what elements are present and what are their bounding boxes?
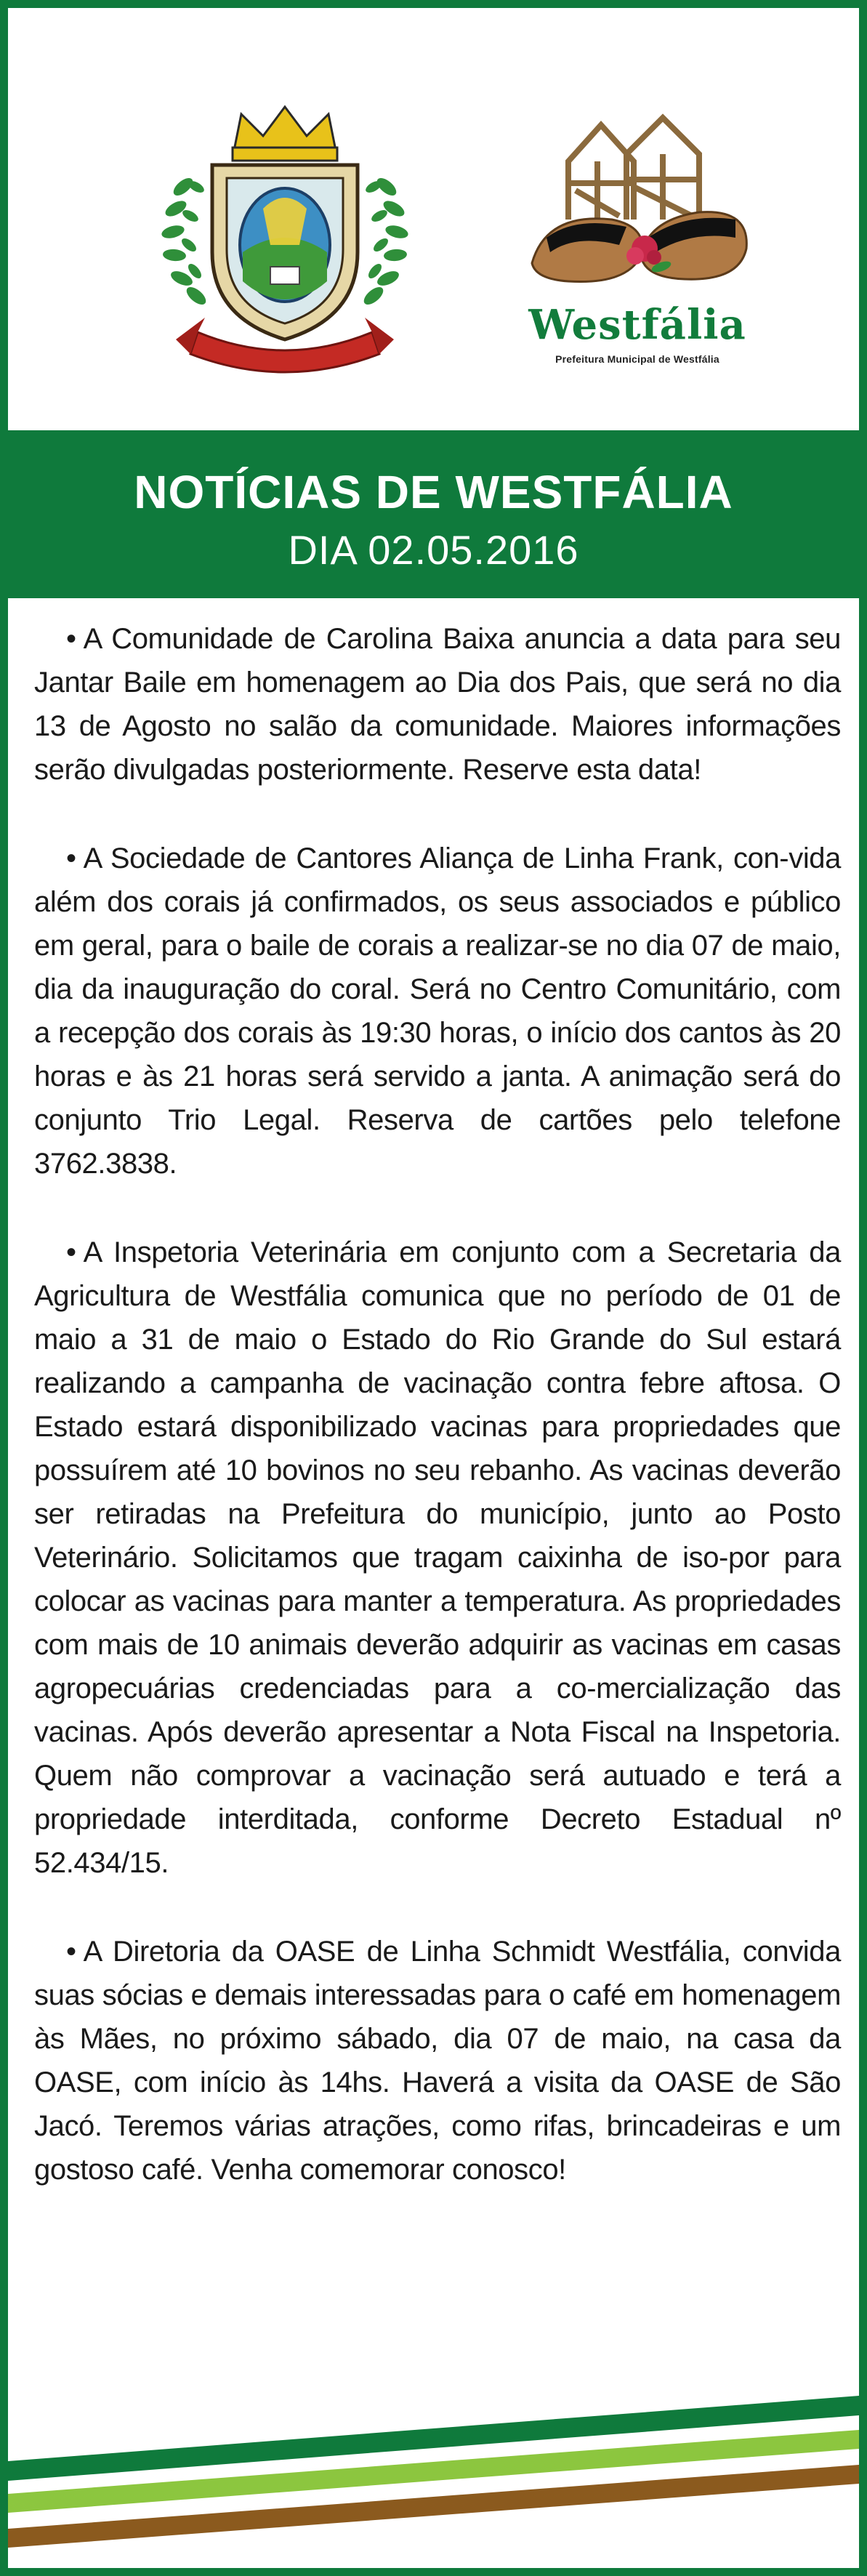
header-logos xyxy=(16,16,867,430)
bullet-icon: • xyxy=(66,842,76,874)
page-date: DIA 02.05.2016 xyxy=(288,527,579,573)
news-text: A Sociedade de Cantores Aliança de Linha Frank, con-vida além dos corais já confirmados, os seus associados e público em geral, para o baile de corais a realizar-se no dia 07 de maio, dia da inauguração do coral. Será no Centro Comunitário, com a recepção dos corais às 19:30 horas, o início dos cantos às 20 horas e às 21 horas será servido a janta. A animação será do conjunto Trio Legal. Reserva de cartões pelo telefone 3762.3838. xyxy=(34,842,841,1180)
news-text: A Inspetoria Veterinária em conjunto com a Secretaria da Agricultura de Westfália comunica que no período de 01 de maio a 31 de maio o Estado do Rio Grande do Sul estará realizando a campanha de vacinação contra febre aftosa. O Estado estará disponibilizado vacinas para propriedades que possuírem até 10 bovinos no seu rebanho. As vacinas deverão ser retiradas na Prefeitura do município, junto ao Posto Veterinário. Solicitamos que tragam caixinha de iso-por para colocar as vacinas para manter a temperatura. As propriedades com mais de 10 animais deverão adquirir as vacinas em casas agropecuárias credenciadas para a co-mercialização das vacinas. Após deverão apresentar a Nota Fiscal na Inspetoria. Quem não comprovar a vacinação será autuado e terá a propriedade interditada, conforme Decreto Estadual nº 52.434/15. xyxy=(34,1236,841,1879)
westfalia-logo xyxy=(517,110,757,372)
page-title: NOTÍCIAS DE WESTFÁLIA xyxy=(134,466,733,518)
municipal-crest-icon xyxy=(154,100,416,376)
news-item xyxy=(34,837,841,1186)
news-item xyxy=(34,1930,841,2191)
westfalia-wordmark: Westfália xyxy=(528,301,746,349)
news-item xyxy=(34,1231,841,1885)
news-text: A Diretoria da OASE de Linha Schmidt Westfália, convida suas sócias e demais interessadas para o café em homenagem às Mães, no próximo sábado, dia 07 de maio, na casa da OASE, com início às 14hs. Haverá a visita da OASE de São Jacó. Teremos várias atrações, como rifas, brincadeiras e um gostoso café. Venha comemorar conosco! xyxy=(34,1936,841,2186)
footer-stripes xyxy=(8,2363,859,2576)
bullet-icon: • xyxy=(66,1236,76,1268)
bullet-icon: • xyxy=(66,1936,76,1968)
news-item xyxy=(34,617,841,792)
news-text: A Comunidade de Carolina Baixa anuncia a data para seu Jantar Baile em homenagem ao Dia dos Pais, que será no dia 13 de Agosto no salão da comunidade. Maiores informações serão divulgadas posteriormente. Reserve esta data! xyxy=(34,623,841,786)
title-banner xyxy=(8,430,859,598)
westfalia-subtitle: Prefeitura Municipal de Westfália xyxy=(555,353,719,365)
news-list xyxy=(34,617,841,2237)
tamanco-house-icon xyxy=(517,110,757,299)
bullet-icon: • xyxy=(66,623,76,655)
